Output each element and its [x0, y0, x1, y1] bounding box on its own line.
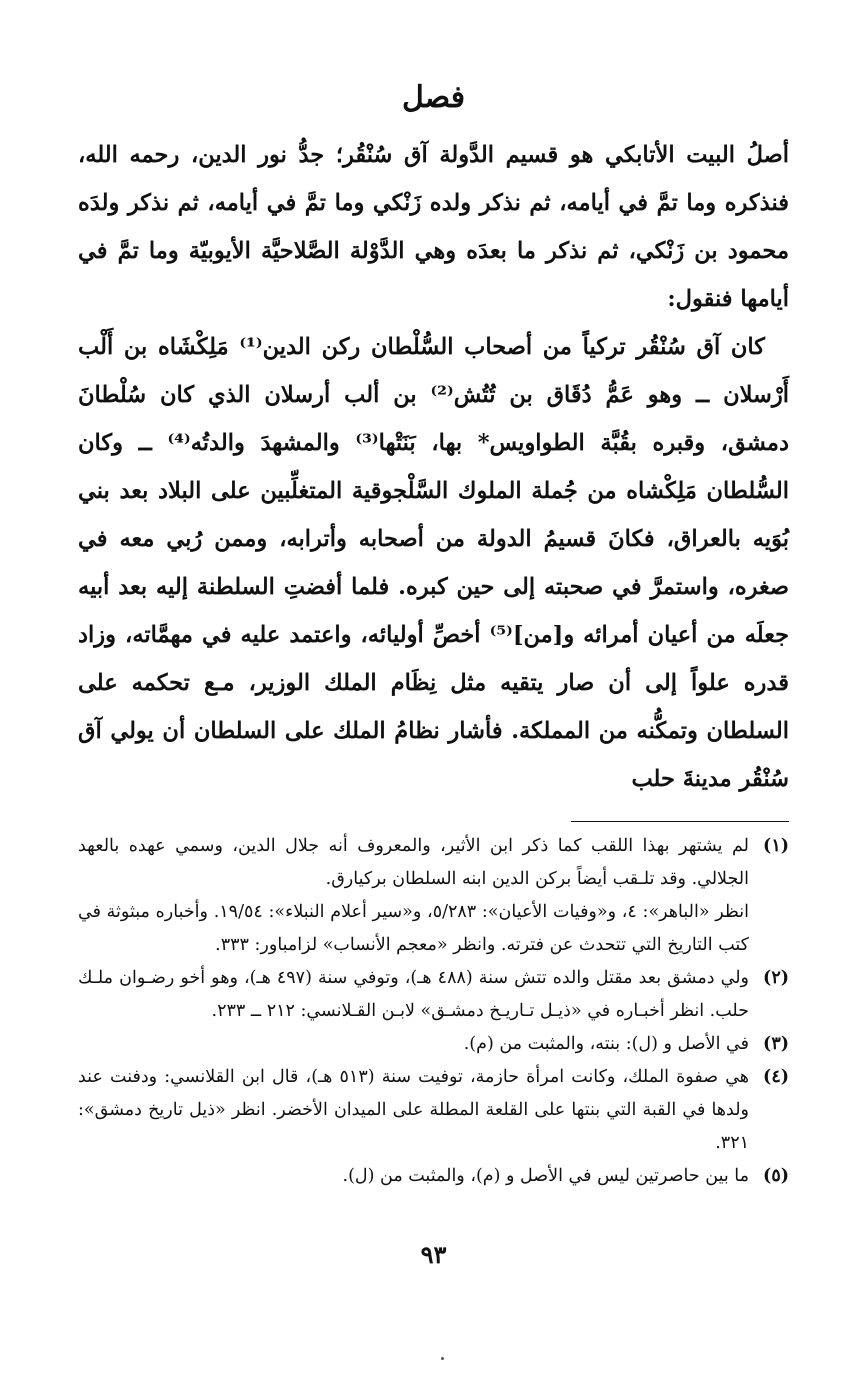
- footnote-5: [78, 1160, 789, 1193]
- footnote-number: (١): [763, 836, 789, 856]
- footnotes: [78, 830, 789, 1193]
- footnote-text: انظر «الباهر»: ٤، و«وفيات الأعيان»: ٥/٢٨٣، و«سير أعلام النبلاء»: ١٩/٥٤. وأخباره مبثوثة في كتب التاريخ التي تتحدث عن فترته. وانظر «معجم الأنساب» لزامباور: ٣٣٣.: [78, 902, 750, 955]
- footnote-text: لم يشتهر بهذا اللقب كما ذكر ابن الأثير، والمعروف أنه جلال الدين، وسمي عهده بالعهد الجلالي. وقد تلـقب أيضاً بركن الدين ابنه السلطان بركيارق.: [78, 836, 749, 889]
- footnote-divider: [571, 821, 789, 822]
- main-text: [78, 131, 789, 803]
- footnote-text: ما بين حاصرتين ليس في الأصل و (م)، والمثبت من (ل).: [342, 1166, 749, 1186]
- print-speck: [441, 1357, 444, 1360]
- page-number: ٩٣: [420, 1240, 447, 1269]
- footnote-number: (٣): [763, 1034, 789, 1054]
- footnote-3: [78, 1028, 789, 1061]
- footnote-number: (٤): [763, 1067, 789, 1087]
- paragraph-intro: أصلُ البيت الأتابكي هو قسيم الدَّولة آق سُنْقُر؛ جدُّ نور الدين، رحمه الله، فنذكره وما تمَّ في أيامه، ثم نذكر ولده زَنْكي وما تمَّ في أيامه، ثم نذكر ولدَه محمود بن زَنْكي، ثم نذكر ما بعدَه وهي الدَّوْلة الصَّلاحيَّة الأيوبيّة وما تمَّ في أيامها فنقول:: [78, 142, 789, 312]
- paragraph-main: كان آق سُنْقُر تركياً من أصحاب السُّلْطان ركن الدين⁽¹⁾ مَلِكْشَاه بن أَلْب أَرْسلان ــ وهو عَمُّ دُقَاق بن تُتُش⁽²⁾ بن ألب أرسلان الذي كان سُلْطانَ دمشق، وقبره بقُبَّة الطواويس* بها، بَنَتْها⁽³⁾ والمشهدَ والدتُه⁽⁴⁾ ــ وكان السُّلطان مَلِكْشاه من جُملة الملوك السَّلْجوقية المتغلِّبين على البلاد بعد بني بُوَيه بالعراق، فكانَ قسيمُ الدولة من أصحابه وأترابه، وممن رُبي معه في صغره، واستمرَّ في صحبته إلى حين كبره. فلما أفضتِ السلطنة إليه بعد أبيه جعلَه من أعيان أمرائه و[من]⁽⁵⁾ أخصِّ أوليائه، واعتمد عليه في مهمَّاته، وزاد قدره علواً إلى أن صار يتقيه مثل نِظَام الملك الوزير، مـع تحكمه على السلطان وتمكُّنه من المملكة. فأشار نظامُ الملك على السلطان أن يولي آق سُنْقُر مدينةَ حلب: [78, 334, 789, 792]
- footnote-text: ولي دمشق بعد مقتل والده تتش سنة (٤٨٨ هـ)، وتوفي سنة (٤٩٧ هـ)، وهو أخو رضـوان ملـك حلب. انظر أخبـاره في «ذيـل تـاريـخ دمشـق» لابـن القـلانسي: ٢١٢ ــ ٢٣٣.: [78, 968, 749, 1021]
- footnote-1: [78, 830, 789, 962]
- footnote-2: [78, 962, 789, 1028]
- footnote-text: هي صفوة الملك، وكانت امرأة حازمة، توفيت سنة (٥١٣ هـ)، قال ابن القلانسي: ودفنت عند ولدها في القبة التي بنتها على القلعة المطلة على الميدان الأخضر. انظر «ذيل تاريخ دمشق»: ٣٢١.: [78, 1067, 750, 1153]
- chapter-title: فصل: [401, 80, 466, 115]
- footnote-4: [78, 1061, 789, 1160]
- footnote-number: (٥): [763, 1166, 789, 1186]
- footnote-text: في الأصل و (ل): بنته، والمثبت من (م).: [463, 1034, 749, 1054]
- footnote-number: (٢): [763, 968, 789, 988]
